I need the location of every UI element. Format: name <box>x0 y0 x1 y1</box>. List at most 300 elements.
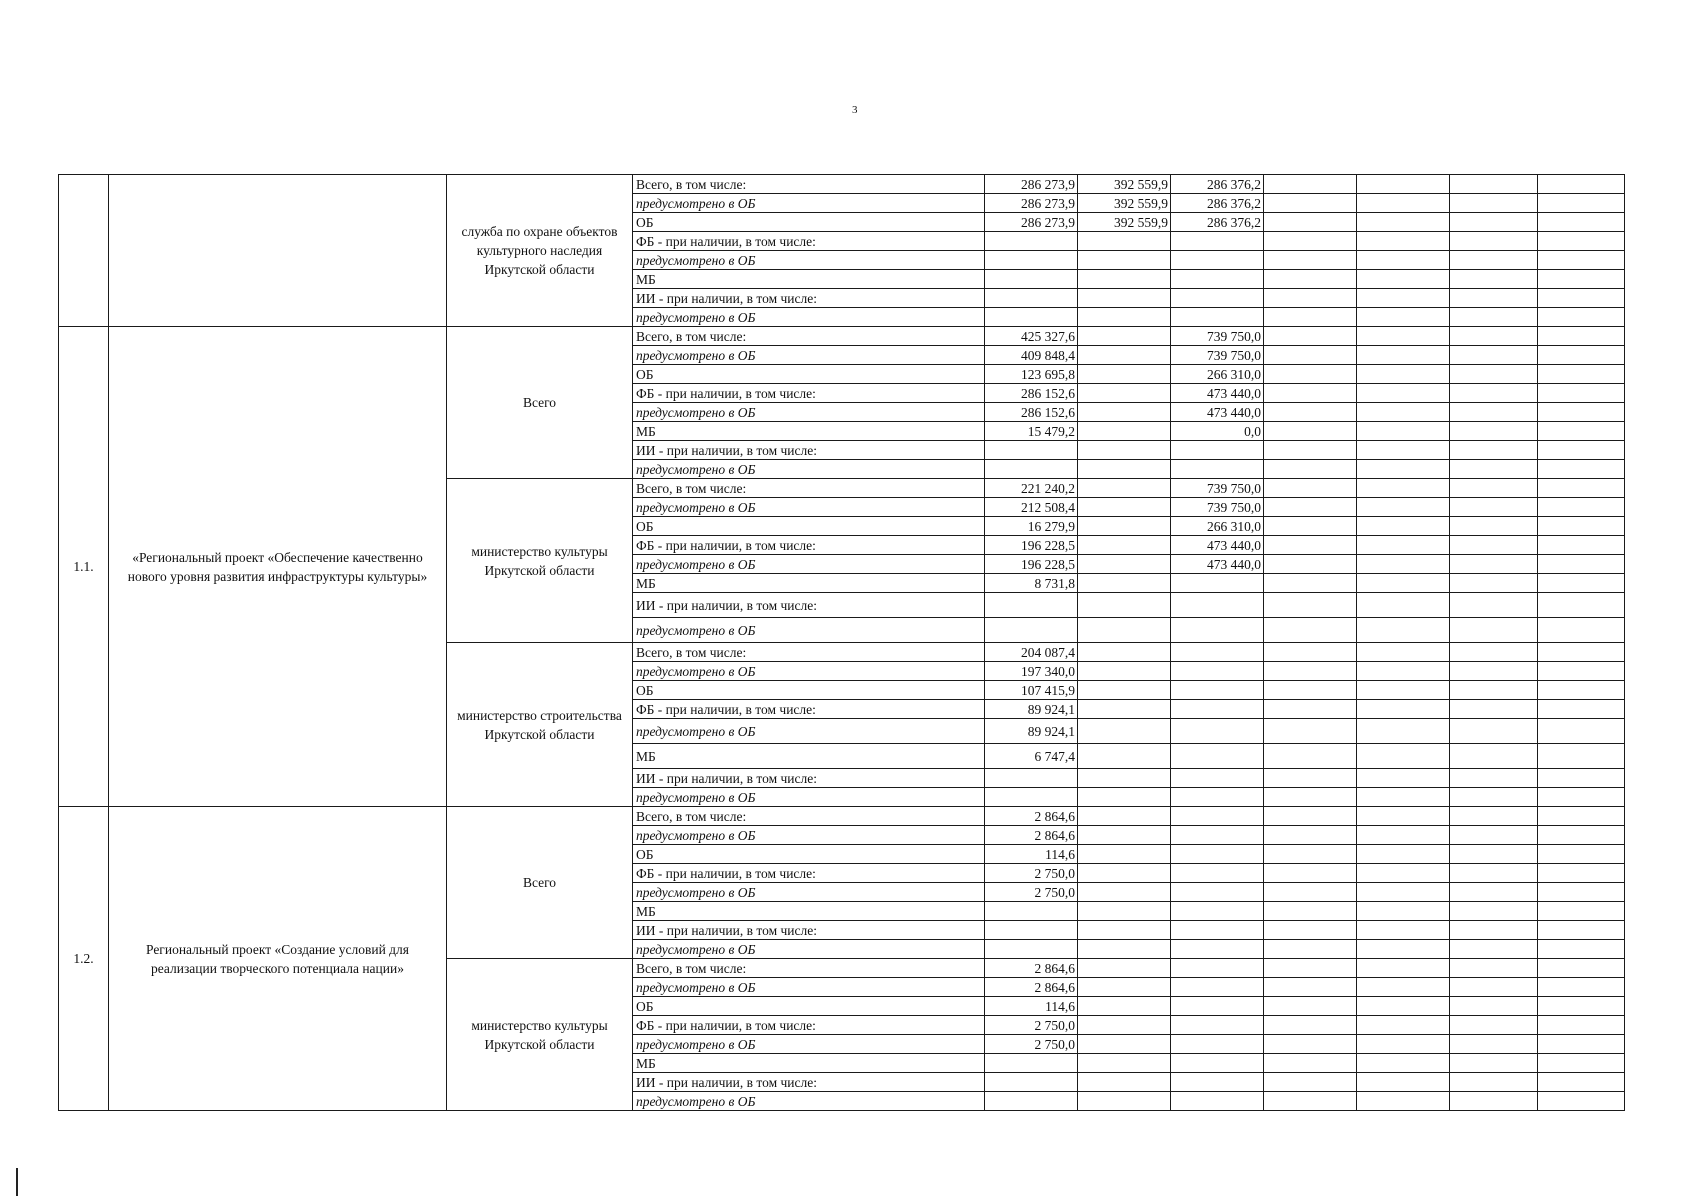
amount-v3: 286 376,2 <box>1171 213 1264 232</box>
amount-v2 <box>1078 479 1171 498</box>
amount-v2 <box>1078 403 1171 422</box>
amount-empty <box>1264 289 1357 308</box>
amount-empty <box>1450 769 1538 788</box>
amount-empty <box>1450 978 1538 997</box>
amount-empty <box>1538 422 1625 441</box>
amount-v3 <box>1171 1054 1264 1073</box>
amount-empty <box>1264 902 1357 921</box>
amount-empty <box>1450 662 1538 681</box>
amount-empty <box>1538 346 1625 365</box>
amount-empty <box>1538 1073 1625 1092</box>
row-number: 1.1. <box>59 327 109 807</box>
amount-empty <box>1538 365 1625 384</box>
amount-empty <box>1264 498 1357 517</box>
amount-v1: 2 864,6 <box>985 807 1078 826</box>
amount-v2 <box>1078 593 1171 618</box>
amount-empty <box>1357 719 1450 744</box>
amount-empty <box>1538 175 1625 194</box>
amount-empty <box>1450 788 1538 807</box>
amount-v2 <box>1078 574 1171 593</box>
amount-empty <box>1450 744 1538 769</box>
amount-empty <box>1357 175 1450 194</box>
amount-v1: 196 228,5 <box>985 536 1078 555</box>
executor-name: министерство культуры Иркутской области <box>447 479 633 643</box>
funding-source: МБ <box>633 270 985 289</box>
amount-v2 <box>1078 1073 1171 1092</box>
amount-v1: 286 152,6 <box>985 384 1078 403</box>
amount-v1 <box>985 460 1078 479</box>
amount-v2 <box>1078 978 1171 997</box>
amount-empty <box>1264 997 1357 1016</box>
amount-empty <box>1450 700 1538 719</box>
amount-empty <box>1264 327 1357 346</box>
amount-empty <box>1264 536 1357 555</box>
funding-source: предусмотрено в ОБ <box>633 194 985 213</box>
funding-source: ИИ - при наличии, в том числе: <box>633 769 985 788</box>
amount-v2 <box>1078 1016 1171 1035</box>
amount-v1: 221 240,2 <box>985 479 1078 498</box>
amount-v3: 266 310,0 <box>1171 365 1264 384</box>
amount-empty <box>1538 327 1625 346</box>
amount-empty <box>1264 719 1357 744</box>
amount-empty <box>1538 384 1625 403</box>
funding-source: ФБ - при наличии, в том числе: <box>633 536 985 555</box>
amount-empty <box>1538 662 1625 681</box>
amount-empty <box>1264 940 1357 959</box>
amount-empty <box>1264 788 1357 807</box>
funding-source: предусмотрено в ОБ <box>633 308 985 327</box>
amount-empty <box>1357 308 1450 327</box>
amount-empty <box>1264 662 1357 681</box>
amount-v3 <box>1171 232 1264 251</box>
amount-v1 <box>985 270 1078 289</box>
amount-empty <box>1538 902 1625 921</box>
amount-v1: 212 508,4 <box>985 498 1078 517</box>
amount-v2 <box>1078 826 1171 845</box>
amount-v1 <box>985 940 1078 959</box>
amount-v1 <box>985 921 1078 940</box>
funding-source: Всего, в том числе: <box>633 175 985 194</box>
amount-empty <box>1264 270 1357 289</box>
amount-v3: 739 750,0 <box>1171 346 1264 365</box>
amount-empty <box>1538 270 1625 289</box>
amount-empty <box>1538 213 1625 232</box>
amount-empty <box>1264 479 1357 498</box>
amount-v3 <box>1171 1035 1264 1054</box>
amount-empty <box>1538 997 1625 1016</box>
amount-v1: 114,6 <box>985 997 1078 1016</box>
amount-empty <box>1538 940 1625 959</box>
amount-empty <box>1264 365 1357 384</box>
amount-v1 <box>985 251 1078 270</box>
amount-empty <box>1450 1054 1538 1073</box>
amount-empty <box>1264 807 1357 826</box>
project-name: «Региональный проект «Обеспечение качественно нового уровня развития инфраструктуры культуры» <box>109 327 447 807</box>
funding-source: ИИ - при наличии, в том числе: <box>633 289 985 308</box>
amount-empty <box>1357 346 1450 365</box>
amount-v1: 89 924,1 <box>985 719 1078 744</box>
amount-v1: 197 340,0 <box>985 662 1078 681</box>
amount-v2 <box>1078 1054 1171 1073</box>
amount-empty <box>1538 826 1625 845</box>
amount-v2 <box>1078 845 1171 864</box>
amount-v2 <box>1078 384 1171 403</box>
amount-empty <box>1538 807 1625 826</box>
amount-empty <box>1264 1092 1357 1111</box>
amount-v2 <box>1078 643 1171 662</box>
amount-empty <box>1357 681 1450 700</box>
funding-source: МБ <box>633 1054 985 1073</box>
amount-v2 <box>1078 327 1171 346</box>
amount-v2 <box>1078 788 1171 807</box>
amount-v3 <box>1171 959 1264 978</box>
amount-v1: 107 415,9 <box>985 681 1078 700</box>
funding-source: ОБ <box>633 997 985 1016</box>
amount-empty <box>1264 1073 1357 1092</box>
funding-source: МБ <box>633 902 985 921</box>
amount-empty <box>1538 1092 1625 1111</box>
amount-empty <box>1538 232 1625 251</box>
amount-empty <box>1264 700 1357 719</box>
amount-empty <box>1450 921 1538 940</box>
amount-v2 <box>1078 618 1171 643</box>
amount-empty <box>1357 1073 1450 1092</box>
amount-empty <box>1538 1054 1625 1073</box>
amount-empty <box>1538 441 1625 460</box>
funding-source: МБ <box>633 422 985 441</box>
amount-empty <box>1264 1035 1357 1054</box>
amount-empty <box>1538 593 1625 618</box>
amount-empty <box>1450 864 1538 883</box>
amount-v3 <box>1171 744 1264 769</box>
amount-v3 <box>1171 441 1264 460</box>
amount-empty <box>1264 959 1357 978</box>
amount-v3 <box>1171 700 1264 719</box>
amount-v1: 15 479,2 <box>985 422 1078 441</box>
amount-v3 <box>1171 270 1264 289</box>
amount-v3 <box>1171 1092 1264 1111</box>
amount-empty <box>1450 460 1538 479</box>
funding-source: ИИ - при наличии, в том числе: <box>633 593 985 618</box>
amount-v1 <box>985 788 1078 807</box>
amount-v3 <box>1171 845 1264 864</box>
funding-source: ФБ - при наличии, в том числе: <box>633 384 985 403</box>
funding-source: предусмотрено в ОБ <box>633 498 985 517</box>
amount-empty <box>1264 826 1357 845</box>
amount-v2 <box>1078 864 1171 883</box>
amount-empty <box>1264 441 1357 460</box>
amount-empty <box>1450 365 1538 384</box>
funding-source: ФБ - при наличии, в том числе: <box>633 864 985 883</box>
amount-v2 <box>1078 662 1171 681</box>
amount-empty <box>1450 719 1538 744</box>
amount-empty <box>1357 807 1450 826</box>
amount-empty <box>1538 479 1625 498</box>
amount-v2 <box>1078 536 1171 555</box>
funding-source: предусмотрено в ОБ <box>633 1035 985 1054</box>
amount-empty <box>1357 289 1450 308</box>
table-row <box>59 327 1625 346</box>
amount-empty <box>1450 479 1538 498</box>
amount-v3 <box>1171 719 1264 744</box>
amount-v1 <box>985 1073 1078 1092</box>
amount-v2 <box>1078 719 1171 744</box>
amount-v3 <box>1171 826 1264 845</box>
amount-empty <box>1538 1016 1625 1035</box>
amount-empty <box>1264 346 1357 365</box>
amount-empty <box>1538 978 1625 997</box>
amount-v3: 473 440,0 <box>1171 555 1264 574</box>
amount-empty <box>1538 517 1625 536</box>
amount-v2 <box>1078 232 1171 251</box>
row-number: 1.2. <box>59 807 109 1111</box>
project-name: Региональный проект «Создание условий для реализации творческого потенциала нации» <box>109 807 447 1111</box>
amount-empty <box>1450 618 1538 643</box>
amount-empty <box>1538 643 1625 662</box>
amount-v3 <box>1171 574 1264 593</box>
amount-empty <box>1538 251 1625 270</box>
amount-empty <box>1264 769 1357 788</box>
amount-v1: 196 228,5 <box>985 555 1078 574</box>
funding-source: Всего, в том числе: <box>633 959 985 978</box>
amount-v3 <box>1171 997 1264 1016</box>
amount-v2 <box>1078 769 1171 788</box>
amount-v2: 392 559,9 <box>1078 175 1171 194</box>
amount-empty <box>1264 555 1357 574</box>
amount-empty <box>1264 232 1357 251</box>
amount-empty <box>1450 289 1538 308</box>
amount-empty <box>1264 744 1357 769</box>
amount-v3: 739 750,0 <box>1171 498 1264 517</box>
amount-empty <box>1357 1054 1450 1073</box>
funding-source: ОБ <box>633 845 985 864</box>
amount-v3: 473 440,0 <box>1171 403 1264 422</box>
amount-empty <box>1357 327 1450 346</box>
amount-v2 <box>1078 289 1171 308</box>
amount-empty <box>1450 807 1538 826</box>
amount-empty <box>1357 232 1450 251</box>
funding-source: ОБ <box>633 517 985 536</box>
amount-empty <box>1538 289 1625 308</box>
amount-v1 <box>985 232 1078 251</box>
funding-source: ОБ <box>633 365 985 384</box>
amount-empty <box>1450 1092 1538 1111</box>
amount-empty <box>1450 194 1538 213</box>
amount-empty <box>1264 978 1357 997</box>
amount-v1: 2 750,0 <box>985 1016 1078 1035</box>
amount-v1: 2 750,0 <box>985 1035 1078 1054</box>
amount-empty <box>1264 681 1357 700</box>
amount-v3 <box>1171 593 1264 618</box>
amount-empty <box>1357 959 1450 978</box>
amount-v1: 286 273,9 <box>985 175 1078 194</box>
amount-empty <box>1357 1035 1450 1054</box>
amount-v2 <box>1078 921 1171 940</box>
amount-v1: 286 152,6 <box>985 403 1078 422</box>
amount-empty <box>1357 536 1450 555</box>
amount-empty <box>1538 498 1625 517</box>
amount-empty <box>1357 921 1450 940</box>
amount-v1 <box>985 1054 1078 1073</box>
amount-empty <box>1538 719 1625 744</box>
amount-v3 <box>1171 681 1264 700</box>
amount-v3 <box>1171 864 1264 883</box>
amount-v3 <box>1171 1016 1264 1035</box>
amount-v2 <box>1078 251 1171 270</box>
amount-empty <box>1357 744 1450 769</box>
amount-v2 <box>1078 365 1171 384</box>
amount-empty <box>1450 959 1538 978</box>
amount-v3: 286 376,2 <box>1171 175 1264 194</box>
amount-v2: 392 559,9 <box>1078 194 1171 213</box>
amount-empty <box>1357 826 1450 845</box>
funding-source: ИИ - при наличии, в том числе: <box>633 1073 985 1092</box>
amount-v3 <box>1171 807 1264 826</box>
amount-v3 <box>1171 940 1264 959</box>
amount-empty <box>1450 574 1538 593</box>
amount-empty <box>1357 700 1450 719</box>
amount-empty <box>1357 845 1450 864</box>
amount-empty <box>1357 574 1450 593</box>
amount-v3 <box>1171 460 1264 479</box>
amount-empty <box>1264 1016 1357 1035</box>
executor-name: Всего <box>447 327 633 479</box>
amount-v1: 2 864,6 <box>985 826 1078 845</box>
amount-empty <box>1538 1035 1625 1054</box>
amount-v2 <box>1078 997 1171 1016</box>
amount-v2 <box>1078 700 1171 719</box>
amount-empty <box>1450 327 1538 346</box>
amount-v3: 286 376,2 <box>1171 194 1264 213</box>
amount-empty <box>1264 643 1357 662</box>
amount-empty <box>1357 555 1450 574</box>
amount-v3 <box>1171 308 1264 327</box>
amount-empty <box>1264 921 1357 940</box>
amount-empty <box>1357 365 1450 384</box>
amount-empty <box>1450 422 1538 441</box>
amount-empty <box>1357 479 1450 498</box>
amount-empty <box>1357 403 1450 422</box>
amount-empty <box>1450 346 1538 365</box>
amount-empty <box>1357 422 1450 441</box>
amount-empty <box>1450 232 1538 251</box>
amount-v3: 739 750,0 <box>1171 327 1264 346</box>
amount-empty <box>1357 1016 1450 1035</box>
amount-v3: 266 310,0 <box>1171 517 1264 536</box>
amount-v1: 425 327,6 <box>985 327 1078 346</box>
funding-source: предусмотрено в ОБ <box>633 403 985 422</box>
amount-v3 <box>1171 978 1264 997</box>
amount-empty <box>1264 403 1357 422</box>
amount-empty <box>1357 902 1450 921</box>
amount-empty <box>1357 864 1450 883</box>
amount-v2 <box>1078 517 1171 536</box>
amount-v1: 16 279,9 <box>985 517 1078 536</box>
executor-name: Всего <box>447 807 633 959</box>
page-number: 3 <box>852 104 858 116</box>
amount-empty <box>1357 213 1450 232</box>
amount-empty <box>1264 175 1357 194</box>
amount-empty <box>1264 618 1357 643</box>
table-row <box>59 175 1625 194</box>
funding-source: ОБ <box>633 213 985 232</box>
amount-empty <box>1450 175 1538 194</box>
amount-empty <box>1357 997 1450 1016</box>
amount-empty <box>1450 213 1538 232</box>
amount-empty <box>1450 883 1538 902</box>
amount-empty <box>1264 251 1357 270</box>
funding-source: предусмотрено в ОБ <box>633 883 985 902</box>
amount-empty <box>1450 902 1538 921</box>
funding-source: ФБ - при наличии, в том числе: <box>633 1016 985 1035</box>
amount-v3 <box>1171 618 1264 643</box>
amount-v2 <box>1078 940 1171 959</box>
project-name <box>109 175 447 327</box>
amount-empty <box>1538 864 1625 883</box>
amount-empty <box>1450 384 1538 403</box>
amount-empty <box>1264 422 1357 441</box>
amount-empty <box>1450 536 1538 555</box>
amount-empty <box>1450 251 1538 270</box>
amount-empty <box>1538 403 1625 422</box>
amount-v1: 8 731,8 <box>985 574 1078 593</box>
amount-v2 <box>1078 681 1171 700</box>
amount-empty <box>1450 1073 1538 1092</box>
funding-source: предусмотрено в ОБ <box>633 555 985 574</box>
amount-v3: 473 440,0 <box>1171 536 1264 555</box>
amount-v2 <box>1078 1035 1171 1054</box>
funding-source: предусмотрено в ОБ <box>633 826 985 845</box>
amount-empty <box>1538 788 1625 807</box>
amount-empty <box>1264 845 1357 864</box>
funding-source: МБ <box>633 574 985 593</box>
amount-empty <box>1357 940 1450 959</box>
amount-v2 <box>1078 744 1171 769</box>
amount-v2 <box>1078 883 1171 902</box>
funding-source: Всего, в том числе: <box>633 643 985 662</box>
amount-v2 <box>1078 902 1171 921</box>
table-row <box>59 807 1625 826</box>
amount-v1: 114,6 <box>985 845 1078 864</box>
funding-source: предусмотрено в ОБ <box>633 346 985 365</box>
amount-empty <box>1264 864 1357 883</box>
amount-v1 <box>985 618 1078 643</box>
funding-source: предусмотрено в ОБ <box>633 251 985 270</box>
amount-empty <box>1357 517 1450 536</box>
amount-empty <box>1450 517 1538 536</box>
amount-v1: 123 695,8 <box>985 365 1078 384</box>
amount-v1: 2 864,6 <box>985 978 1078 997</box>
executor-name: министерство строительства Иркутской области <box>447 643 633 807</box>
amount-empty <box>1538 921 1625 940</box>
amount-empty <box>1357 441 1450 460</box>
executor-name: служба по охране объектов культурного наследия Иркутской области <box>447 175 633 327</box>
amount-v1: 2 750,0 <box>985 883 1078 902</box>
amount-empty <box>1357 643 1450 662</box>
budget-table <box>58 174 1625 1111</box>
amount-empty <box>1357 662 1450 681</box>
amount-v3 <box>1171 902 1264 921</box>
amount-empty <box>1450 555 1538 574</box>
amount-empty <box>1538 744 1625 769</box>
amount-v1: 2 864,6 <box>985 959 1078 978</box>
amount-v2 <box>1078 555 1171 574</box>
funding-source: Всего, в том числе: <box>633 327 985 346</box>
funding-source: предусмотрено в ОБ <box>633 719 985 744</box>
amount-empty <box>1450 498 1538 517</box>
amount-empty <box>1538 959 1625 978</box>
amount-empty <box>1450 441 1538 460</box>
